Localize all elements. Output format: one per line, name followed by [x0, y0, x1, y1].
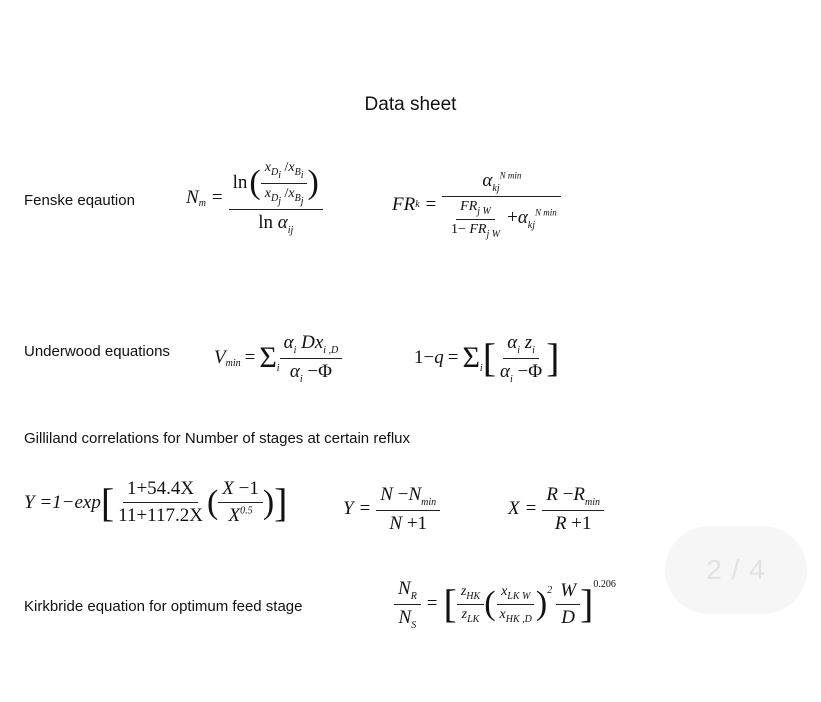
gilliland-exponent: 0.5	[240, 505, 253, 517]
gilliland-y-nmin-equation: Y = $\frac{N -N_{min}}{N +1}$	[343, 484, 440, 535]
kirkbride-inner-exponent: 2	[547, 584, 553, 596]
kirkbride-equation: $\frac{N_R}{N_S}$ = [ $\frac{z_{HK}}{z_{LK}}$ ( $\frac{x_{LK W}}{x_{HK ,D}}$ ) $^2$ $\frac{W}{D}$ ] $^{0.206}$	[394, 578, 616, 631]
gilliland-numerator: 1+54.4X	[123, 478, 198, 503]
gilliland-lhs: Y =1−exp	[24, 491, 101, 513]
underwood-vmin-equation: V $_{min}$ = Σ $_i$ $\frac{\alpha_i Dx_{i ,D}}{\alpha_i -\Phi}$	[214, 332, 342, 385]
underwood-q-equation: 1−q = Σ $_i$ [ $\frac{\alpha_i z_i}{\alpha_i -\Phi}$ ]	[414, 332, 560, 385]
page-indicator: 2 / 4	[665, 526, 807, 614]
page-title: Data sheet	[364, 94, 457, 115]
fenske-label: Fenske eqaution	[24, 192, 135, 209]
gilliland-denominator: 11+117.2X	[118, 505, 203, 526]
underwood-label: Underwood equations	[24, 343, 170, 360]
fenske-equation: N $_m$ = ln ( $\frac{x_{D_i} /x_{B_i}}{x_{D_j} /x_{B_j}}$ ) $\ln \alpha_{ij}$	[186, 160, 323, 235]
gilliland-y-equation: Y =1−exp [ $\frac{1+54.4X}{11+117.2X}$ ( $\frac{X -1}{X^{0.5}}$ ) ]	[24, 478, 288, 526]
gilliland-x-equation: X = $\frac{R -R_{min}}{R +1}$	[508, 484, 604, 535]
fr-equation: FR k = $\alpha_{kj}^{N min}$ $\frac{FR_{j W}}{1- FR_{j W}}$ $+\alpha_{kj}^{N min}$	[392, 170, 561, 239]
gilliland-label: Gilliland correlations for Number of stages at certain reflux	[24, 430, 411, 447]
kirkbride-label: Kirkbride equation for optimum feed stage	[24, 598, 303, 615]
kirkbride-outer-exponent: 0.206	[593, 578, 616, 590]
